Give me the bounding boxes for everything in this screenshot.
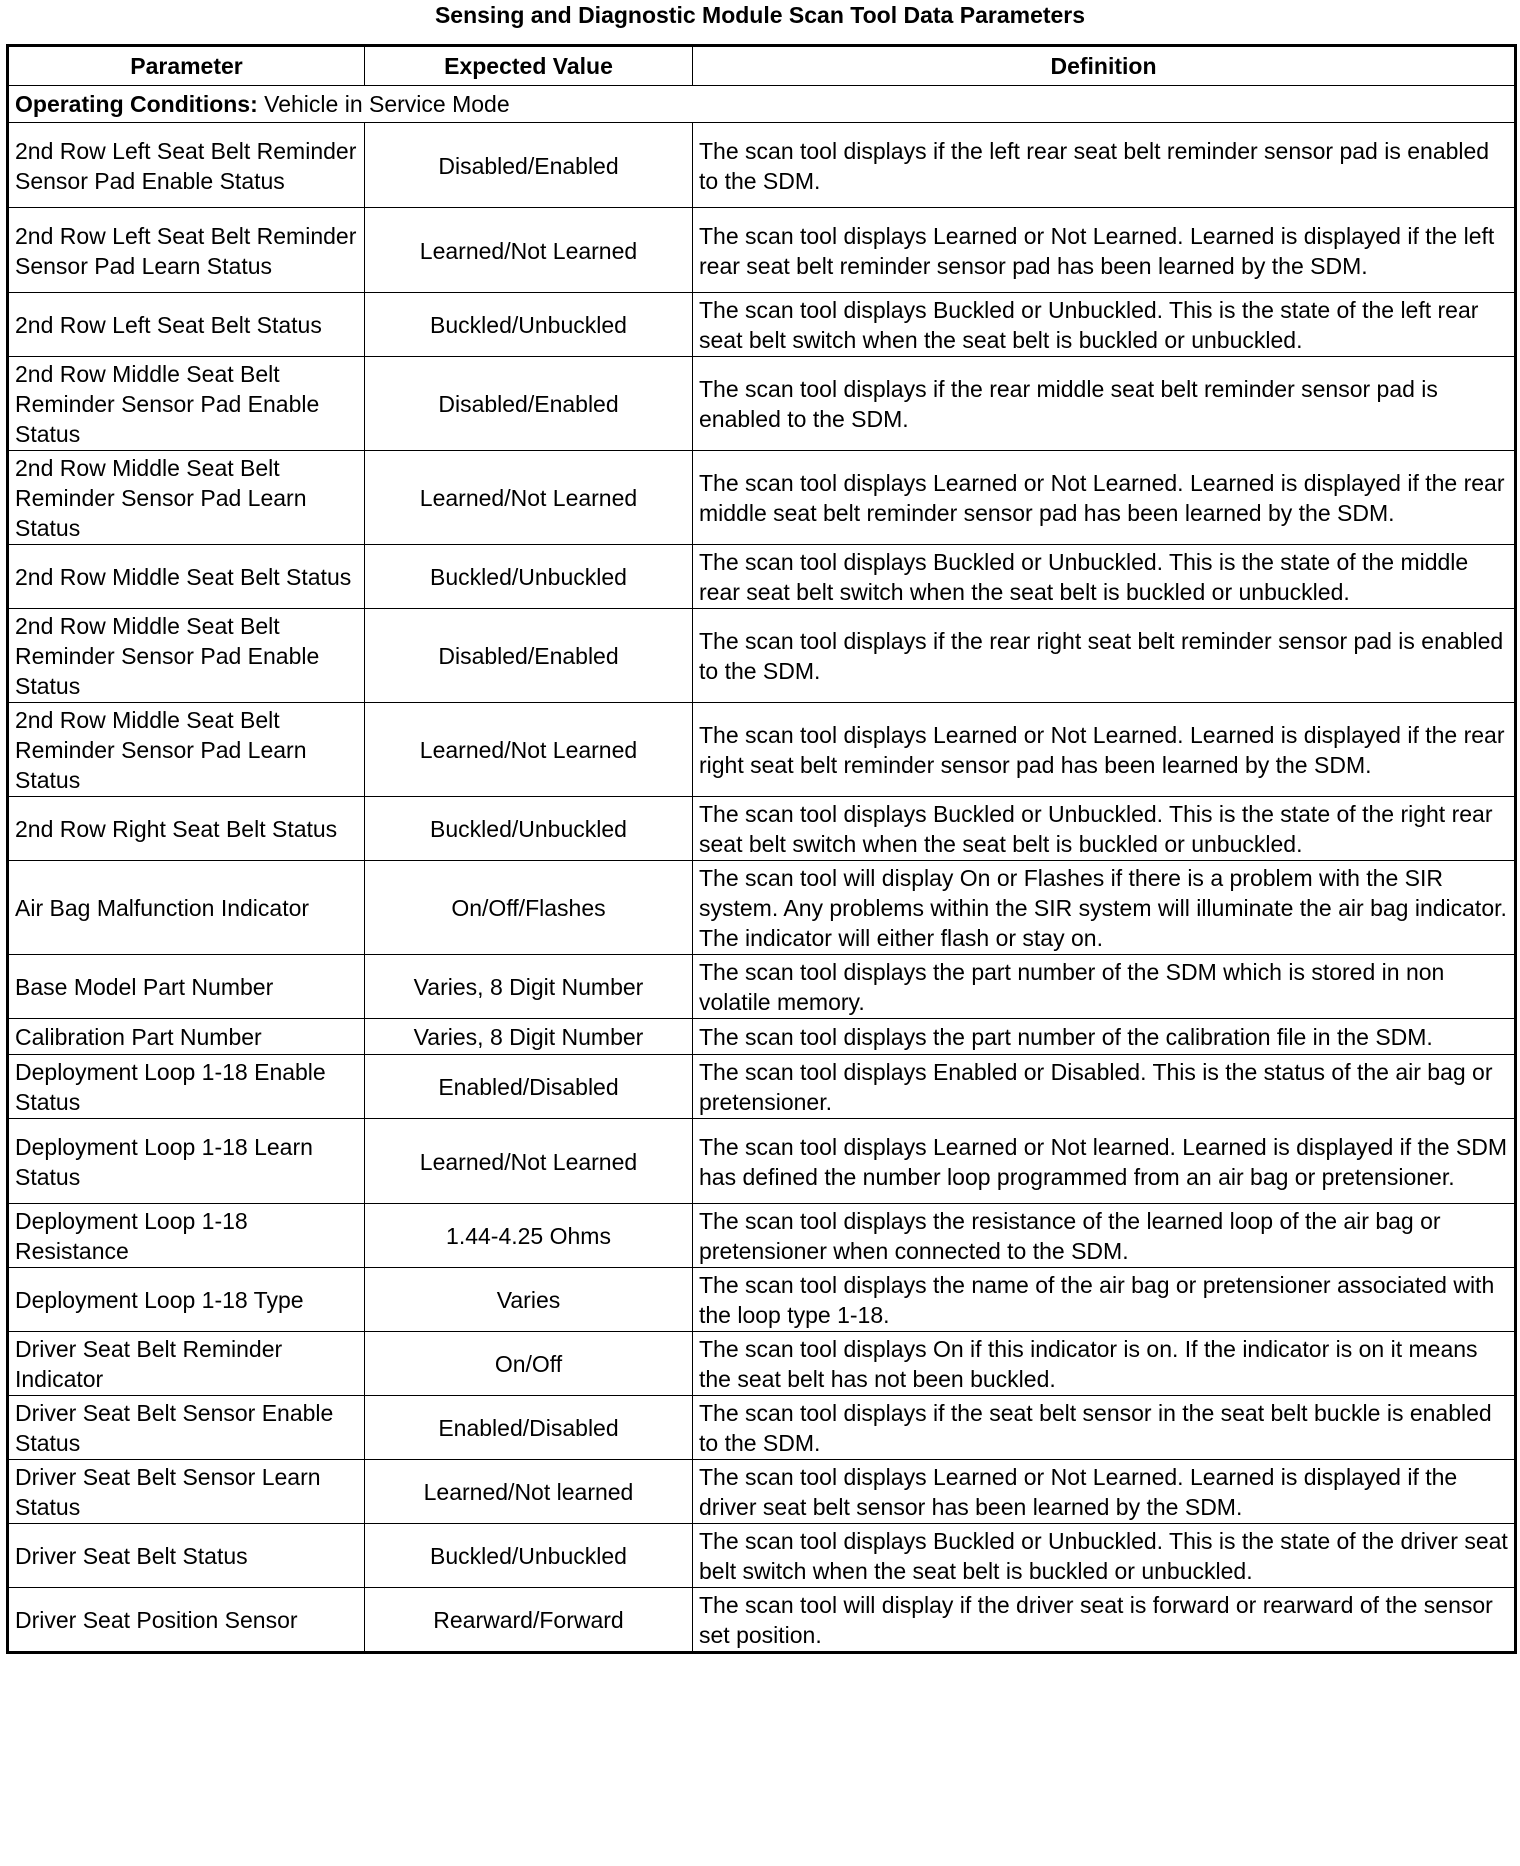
table-row [8,1119,1516,1204]
parameter-cell: Base Model Part Number [8,955,365,1019]
definition-cell: The scan tool displays Learned or Not learned. Learned is displayed if the SDM has defined the number loop programmed from an air bag or pretensioner. [693,1119,1516,1204]
parameter-cell: 2nd Row Left Seat Belt Reminder Sensor Pad Learn Status [8,208,365,293]
definition-cell: The scan tool displays Buckled or Unbuckled. This is the state of the middle rear seat belt switch when the seat belt is buckled or unbuckled. [693,545,1516,609]
parameter-cell: Driver Seat Belt Sensor Enable Status [8,1396,365,1460]
definition-cell: The scan tool displays if the left rear seat belt reminder sensor pad is enabled to the SDM. [693,123,1516,208]
parameter-cell: 2nd Row Middle Seat Belt Status [8,545,365,609]
expected-value-cell: Learned/Not Learned [365,703,693,797]
expected-value-cell: Rearward/Forward [365,1588,693,1653]
table-row [8,609,1516,703]
definition-cell: The scan tool displays the name of the air bag or pretensioner associated with the loop type 1-18. [693,1268,1516,1332]
parameter-cell: Driver Seat Belt Sensor Learn Status [8,1460,365,1524]
scan-tool-data-table [6,44,1517,1654]
expected-value-cell: Enabled/Disabled [365,1396,693,1460]
expected-value-cell: Varies, 8 Digit Number [365,1019,693,1055]
expected-value-cell: Learned/Not Learned [365,451,693,545]
parameter-cell: Driver Seat Belt Reminder Indicator [8,1332,365,1396]
parameter-cell: 2nd Row Right Seat Belt Status [8,797,365,861]
table-row [8,797,1516,861]
expected-value-cell: Learned/Not Learned [365,208,693,293]
expected-value-cell: 1.44-4.25 Ohms [365,1204,693,1268]
column-header-expected-value: Expected Value [365,46,693,86]
table-row [8,703,1516,797]
expected-value-cell: Buckled/Unbuckled [365,293,693,357]
page-title: Sensing and Diagnostic Module Scan Tool Data Parameters [434,2,1086,28]
definition-cell: The scan tool displays On if this indicator is on. If the indicator is on it means the seat belt has not been buckled. [693,1332,1516,1396]
table-header-row [8,46,1516,86]
expected-value-cell: On/Off [365,1332,693,1396]
table-row [8,1332,1516,1396]
definition-cell: The scan tool displays Learned or Not Learned. Learned is displayed if the driver seat belt sensor has been learned by the SDM. [693,1460,1516,1524]
definition-cell: The scan tool displays Buckled or Unbuckled. This is the state of the right rear seat belt switch when the seat belt is buckled or unbuckled. [693,797,1516,861]
parameter-cell: Deployment Loop 1-18 Resistance [8,1204,365,1268]
expected-value-cell: Varies [365,1268,693,1332]
column-header-parameter: Parameter [8,46,365,86]
operating-conditions-label: Operating Conditions: [15,91,258,117]
parameter-cell: Driver Seat Belt Status [8,1524,365,1588]
table-row [8,1396,1516,1460]
table-row [8,1524,1516,1588]
definition-cell: The scan tool displays if the seat belt sensor in the seat belt buckle is enabled to the SDM. [693,1396,1516,1460]
parameter-cell: Air Bag Malfunction Indicator [8,861,365,955]
expected-value-cell: Disabled/Enabled [365,357,693,451]
definition-cell: The scan tool displays the part number of the SDM which is stored in non volatile memory. [693,955,1516,1019]
parameter-cell: 2nd Row Left Seat Belt Reminder Sensor Pad Enable Status [8,123,365,208]
parameter-cell: 2nd Row Middle Seat Belt Reminder Sensor Pad Learn Status [8,451,365,545]
definition-cell: The scan tool displays the part number of the calibration file in the SDM. [693,1019,1516,1055]
parameter-cell: Calibration Part Number [8,1019,365,1055]
table-row [8,1055,1516,1119]
table-row [8,545,1516,609]
table-row [8,1019,1516,1055]
parameter-cell: Driver Seat Position Sensor [8,1588,365,1653]
table-row [8,1460,1516,1524]
expected-value-cell: Buckled/Unbuckled [365,1524,693,1588]
definition-cell: The scan tool displays Learned or Not Learned. Learned is displayed if the left rear seat belt reminder sensor pad has been learned by the SDM. [693,208,1516,293]
parameter-cell: 2nd Row Left Seat Belt Status [8,293,365,357]
expected-value-cell: Learned/Not Learned [365,1119,693,1204]
definition-cell: The scan tool displays Buckled or Unbuckled. This is the state of the driver seat belt switch when the seat belt is buckled or unbuckled. [693,1524,1516,1588]
definition-cell: The scan tool will display On or Flashes if there is a problem with the SIR system. Any problems within the SIR system will illuminate the air bag indicator. The indicator will either flash or stay on. [693,861,1516,955]
parameter-cell: Deployment Loop 1-18 Type [8,1268,365,1332]
definition-cell: The scan tool displays Learned or Not Learned. Learned is displayed if the rear right seat belt reminder sensor pad has been learned by the SDM. [693,703,1516,797]
definition-cell: The scan tool displays Enabled or Disabled. This is the status of the air bag or pretensioner. [693,1055,1516,1119]
parameter-cell: Deployment Loop 1-18 Enable Status [8,1055,365,1119]
table-row [8,1588,1516,1653]
parameter-cell: 2nd Row Middle Seat Belt Reminder Sensor Pad Enable Status [8,357,365,451]
table-row [8,1268,1516,1332]
table-row [8,955,1516,1019]
parameter-cell: 2nd Row Middle Seat Belt Reminder Sensor Pad Enable Status [8,609,365,703]
operating-conditions-cell [8,86,1516,123]
parameter-cell: 2nd Row Middle Seat Belt Reminder Sensor Pad Learn Status [8,703,365,797]
expected-value-cell: Buckled/Unbuckled [365,797,693,861]
operating-conditions-value: Vehicle in Service Mode [264,91,510,117]
expected-value-cell: Disabled/Enabled [365,609,693,703]
column-header-definition: Definition [693,46,1516,86]
expected-value-cell: Disabled/Enabled [365,123,693,208]
operating-conditions-row [8,86,1516,123]
table-row [8,451,1516,545]
table-row [8,1204,1516,1268]
definition-cell: The scan tool displays if the rear right seat belt reminder sensor pad is enabled to the SDM. [693,609,1516,703]
table-row [8,293,1516,357]
expected-value-cell: Learned/Not learned [365,1460,693,1524]
parameter-cell: Deployment Loop 1-18 Learn Status [8,1119,365,1204]
expected-value-cell: Enabled/Disabled [365,1055,693,1119]
definition-cell: The scan tool displays Learned or Not Learned. Learned is displayed if the rear middle seat belt reminder sensor pad has been learned by the SDM. [693,451,1516,545]
expected-value-cell: Varies, 8 Digit Number [365,955,693,1019]
definition-cell: The scan tool displays the resistance of the learned loop of the air bag or pretensioner when connected to the SDM. [693,1204,1516,1268]
expected-value-cell: On/Off/Flashes [365,861,693,955]
table-row [8,861,1516,955]
definition-cell: The scan tool will display if the driver seat is forward or rearward of the sensor set position. [693,1588,1516,1653]
expected-value-cell: Buckled/Unbuckled [365,545,693,609]
table-row [8,208,1516,293]
table-row [8,123,1516,208]
definition-cell: The scan tool displays Buckled or Unbuckled. This is the state of the left rear seat belt switch when the seat belt is buckled or unbuckled. [693,293,1516,357]
definition-cell: The scan tool displays if the rear middle seat belt reminder sensor pad is enabled to the SDM. [693,357,1516,451]
table-row [8,357,1516,451]
